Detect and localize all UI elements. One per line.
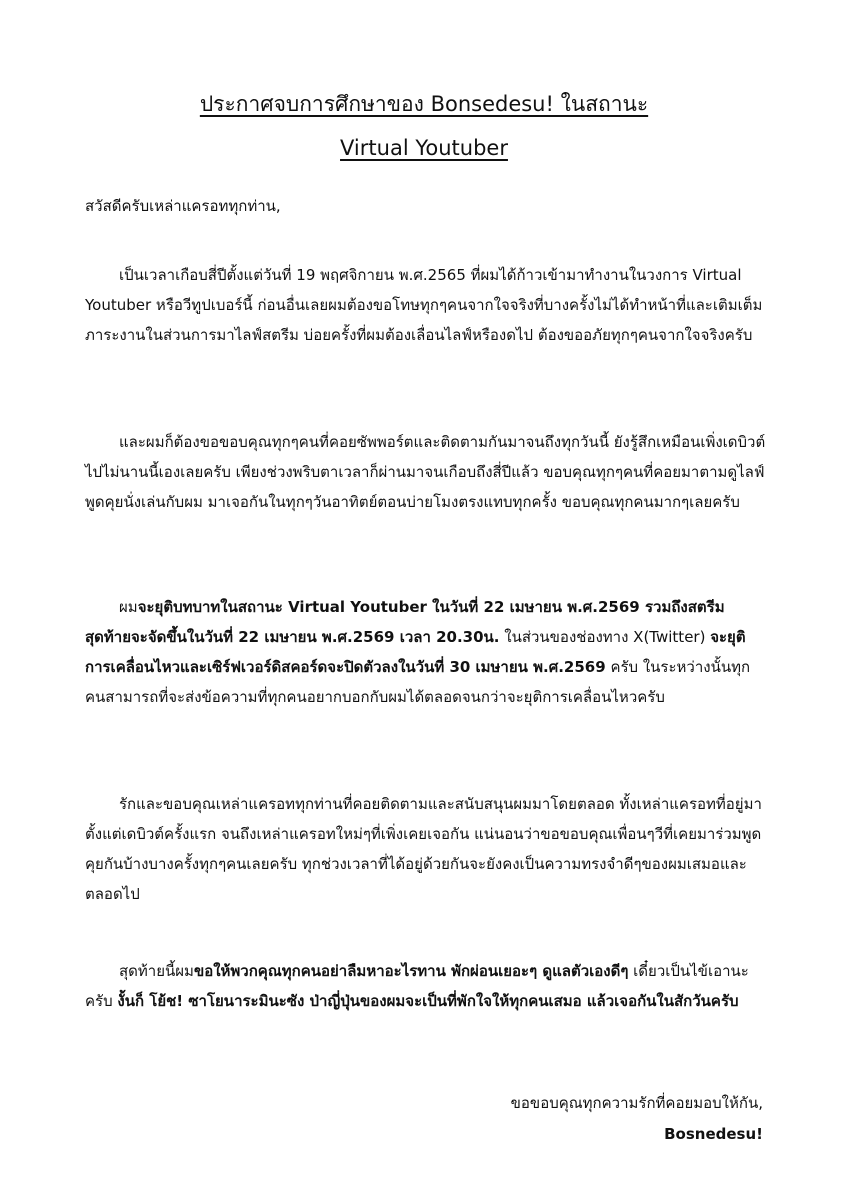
greeting: สวัสดีครับเหล่าแครอททุกท่าน, xyxy=(85,197,281,215)
paragraph-5 xyxy=(85,956,767,1016)
paragraph-4: รักและขอบคุณเหล่าแครอททุกท่านที่คอยติดตามและสนับสนุนผมมาโดยตลอด ทั้งเหล่าแครอทที่อยู่มาตั้งแต่เดบิวต์ครั้งแรก จนถึงเหล่าแครอทใหม่ๆที่เพิ่งเคยเจอกัน แน่นอนว่าขอขอบคุณเพื่อนๆวีที่เคยมาร่วมพูดคุยกันบ้างบางครั้งทุกๆคนเลยครับ ทุกช่วงเวลาที่ได้อยู่ด้วยกันจะยังคงเป็นความทรงจำดีๆของผมเสมอและตลอดไป xyxy=(85,795,762,903)
title-line-1: ประกาศจบการศึกษาของ Bonsedesu! ในสถานะ xyxy=(199,92,649,116)
closing-line: ขอขอบคุณทุกความรักที่คอยมอบให้กัน, xyxy=(510,1094,763,1112)
paragraph-3-bold: จะยุติบทบาทในสถานะ Virtual Youtuber ในวันที่ 22 เมษายน พ.ศ.2569 รวมถึงสตรีมสุดท้ายจะจัดขึ้นในวันที่ 22 เมษายน พ.ศ.2569 เวลา 20.30น. xyxy=(85,598,725,646)
paragraph-3-mid: ในส่วนของช่องทาง X(Twitter) xyxy=(499,628,711,646)
paragraph-5-pre: สุดท้ายนี้ผม xyxy=(119,962,194,980)
paragraph-1: เป็นเวลาเกือบสี่ปีตั้งแต่วันที่ 19 พฤศจิกายน พ.ศ.2565 ที่ผมได้ก้าวเข้ามาทำงานในวงการ Virtual Youtuber หรือวีทูปเบอร์นี้ ก่อนอื่นเลยผมต้องขอโทษทุกๆคนจากใจจริงที่บางครั้งไม่ได้ทำหน้าที่และเติมเต็มภาระงานในส่วนการมาไลฟ์สตรีม บ่อยครั้งที่ผมต้องเลื่อนไลฟ์หรืองดไป ต้องขออภัยทุกๆคนจากใจจริงครับ xyxy=(85,266,763,344)
paragraph-5-bold-2: งั้นก็ โย้ช! ซาโยนาระมินะซัง ป่าญี่ปุ่นของผมจะเป็นที่พักใจให้ทุกคนเสมอ แล้วเจอกันในสักวันครับ xyxy=(117,992,739,1010)
paragraph-3-post: ครับ ในระหว่างนั้นทุกคนสามารถที่จะส่งข้อความที่ทุกคนอยากบอกกับผมได้ตลอดจนกว่าจะยุติการเคลื่อนไหวครับ xyxy=(85,658,751,706)
paragraph-3-pre: ผม xyxy=(119,598,138,616)
paragraph-3-bold-2: จะยุติการเคลื่อนไหวและเซิร์ฟเวอร์ดิสคอร์ดจะปิดตัวลงในวันที่ 30 เมษายน พ.ศ.2569 xyxy=(85,628,746,676)
paragraph-2: และผมก็ต้องขอขอบคุณทุกๆคนที่คอยซัพพอร์ตและติดตามกันมาจนถึงทุกวันนี้ ยังรู้สึกเหมือนเพิ่งเดบิวต์ไปไม่นานนี้เองเลยครับ เพียงช่วงพริบตาเวลาก็ผ่านมาจนเกือบถึงสี่ปีแล้ว ขอบคุณทุกๆคนที่คอยมาตามดูไลฟ์ พูดคุยนั่งเล่นกับผม มาเจอกันในทุกๆวันอาทิตย์ตอนบ่ายโมงตรงแทบทุกครั้ง ขอบคุณทุกคนมากๆเลยครับ xyxy=(85,433,766,511)
paragraph-5-mid: เดี๋ยวเป็นไข้เอานะครับ xyxy=(85,962,749,1010)
paragraph-5-bold: ขอให้พวกคุณทุกคนอย่าลืมหาอะไรทาน พักผ่อนเยอะๆ ดูแลตัวเองดีๆ xyxy=(193,962,629,980)
title-line-2: Virtual Youtuber xyxy=(340,136,508,160)
signature: Bosnedesu! xyxy=(664,1125,763,1143)
paragraph-3 xyxy=(85,592,767,712)
